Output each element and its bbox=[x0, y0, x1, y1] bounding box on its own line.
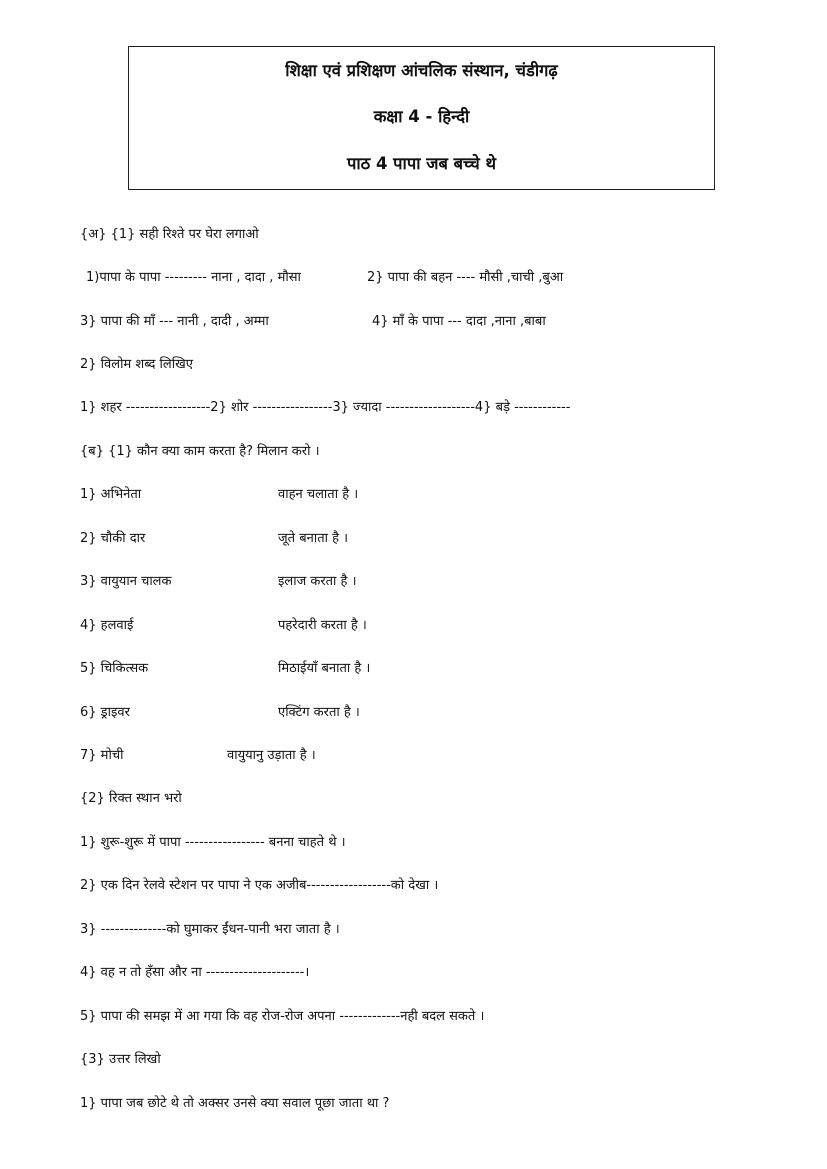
antonym-line: 1} शहर ------------------2} शोर -----------------3} ज्यादा -------------------4} बड़े ------------ bbox=[80, 400, 571, 415]
match-left-item: 6} ड्राइवर bbox=[80, 705, 130, 720]
match-left-item: 7} मोची bbox=[80, 748, 124, 763]
fill-blank-item: 4} वह न तो हँसा और ना ---------------------। bbox=[80, 965, 310, 980]
relation-question-1: 1)पापा के पापा --------- नाना , दादा , मौसा bbox=[86, 270, 301, 285]
match-left-item: 2} चौकी दार bbox=[80, 531, 146, 546]
relation-question-2: 2} पापा की बहन ---- मौसी ,चाची ,बुआ bbox=[367, 270, 564, 285]
match-left-item: 4} हलवाई bbox=[80, 618, 134, 633]
relation-question-3: 3} पापा की माँ --- नानी , दादी , अम्मा bbox=[80, 314, 269, 329]
section-a-q1-heading: {अ} {1} सही रिश्ते पर घेरा लगाओ bbox=[80, 227, 259, 242]
section-a-q2-heading: 2} विलोम शब्द लिखिए bbox=[80, 357, 193, 372]
fill-blank-item: 3} --------------को घुमाकर ईंधन-पानी भरा जाता है । bbox=[80, 922, 340, 937]
match-left-item: 5} चिकित्सक bbox=[80, 661, 149, 676]
match-right-item: मिठाईयाँ बनाता है । bbox=[278, 661, 371, 676]
match-right-item: एक्टिंग करता है । bbox=[278, 705, 360, 720]
match-right-item: पहरेदारी करता है । bbox=[278, 618, 367, 633]
answer-question-item: 1} पापा जब छोटे थे तो अक्सर उनसे क्या सवाल पूछा जाता था ? bbox=[80, 1096, 390, 1111]
section-b-q3-heading: {3} उत्तर लिखो bbox=[80, 1052, 161, 1067]
match-left-item: 3} वायुयान चालक bbox=[80, 574, 172, 589]
lesson-title: पाठ 4 पापा जब बच्चे थे bbox=[346, 154, 497, 173]
class-subject-title: कक्षा 4 - हिन्दी bbox=[373, 107, 470, 126]
match-right-item: जूते बनाता है । bbox=[278, 531, 349, 546]
institute-title: शिक्षा एवं प्रशिक्षण आंचलिक संस्थान, चंडीगढ़ bbox=[285, 61, 558, 80]
match-right-item: वाहन चलाता है । bbox=[278, 487, 359, 502]
fill-blank-item: 2} एक दिन रेलवे स्टेशन पर पापा ने एक अजीब------------------को देखा । bbox=[80, 878, 439, 893]
section-b-q1-heading: {ब} {1} कौन क्या काम करता है? मिलान करो । bbox=[80, 444, 320, 459]
match-left-item: 1} अभिनेता bbox=[80, 487, 142, 502]
fill-blank-item: 5} पापा की समझ में आ गया कि वह रोज-रोज अपना -------------नही बदल सकते । bbox=[80, 1009, 485, 1024]
section-b-q2-heading: {2} रिक्त स्थान भरो bbox=[80, 791, 182, 806]
match-right-item: वायुयानु उड़ाता है । bbox=[227, 748, 316, 763]
fill-blank-item: 1} शुरू-शुरू में पापा ----------------- बनना चाहते थे । bbox=[80, 835, 346, 850]
title-box bbox=[128, 46, 715, 190]
relation-question-4: 4} माँ के पापा --- दादा ,नाना ,बाबा bbox=[372, 314, 546, 329]
match-right-item: इलाज करता है । bbox=[278, 574, 357, 589]
